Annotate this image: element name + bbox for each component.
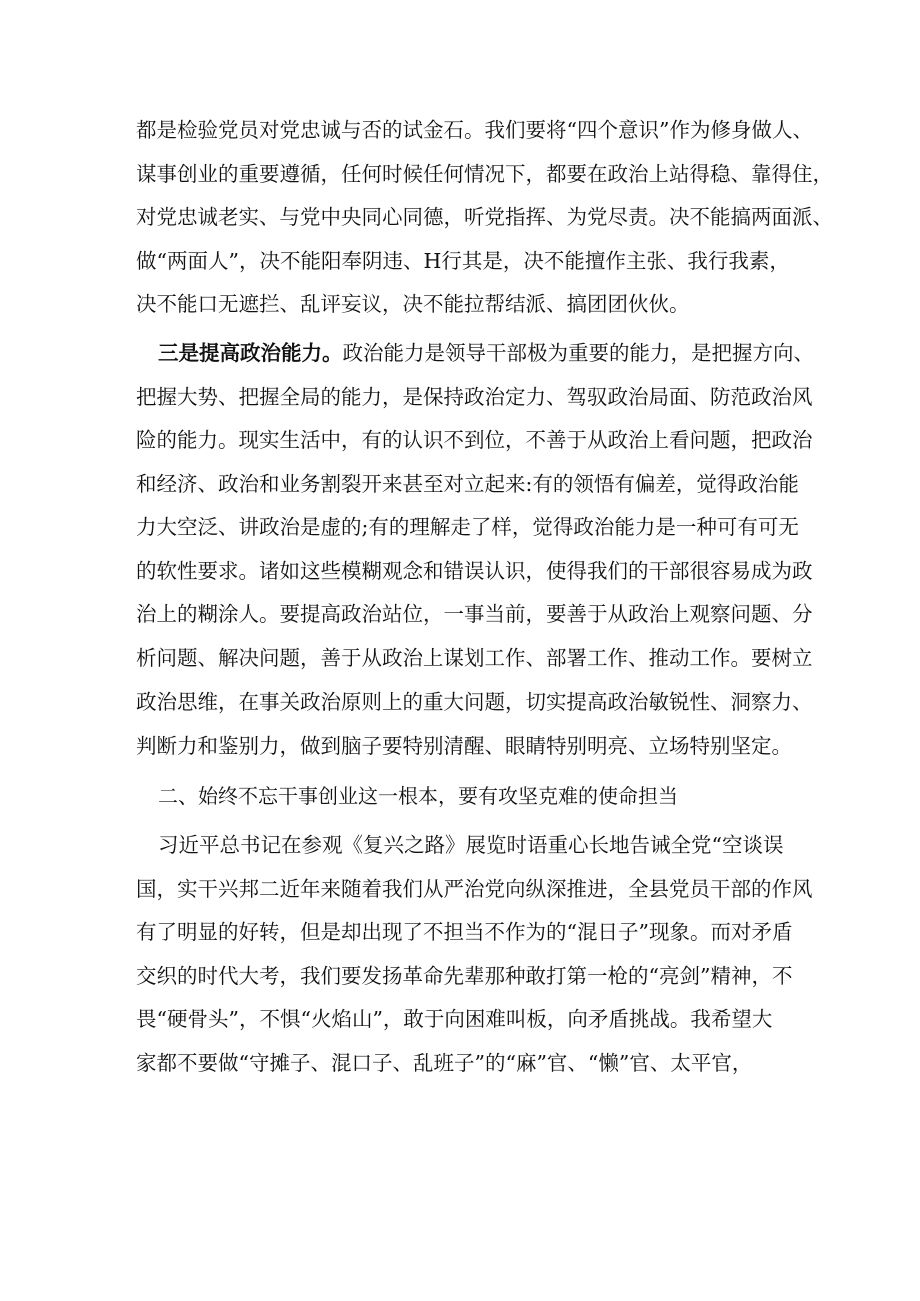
paragraph-line: 都是检验党员对党忠诚与否的试金石。我们要将“四个意识”作为修身做人、 <box>136 118 813 142</box>
paragraph-line: 判断力和鉴别力，做到脑子要特别清醒、眼睛特别明亮、立场特别坚定。 <box>136 734 792 758</box>
paragraph-line: 对党忠诚老实、与党中央同心同德，听党指挥、为党尽责。决不能搞两面派、 <box>136 205 833 229</box>
paragraph-line: 有了明显的好转，但是却出现了不担当不作为的“混日子”现象。而对矛盾 <box>136 920 793 944</box>
paragraph-line: 畏“硬骨头”，不惧“火焰山”，敢于向困难叫板，向矛盾挑战。我希望大 <box>136 1007 773 1031</box>
paragraph-line: 政治思维，在事关政治原则上的重大问题，切实提高政治敏锐性、洞察力、 <box>136 690 813 714</box>
paragraph-first-line <box>158 339 814 367</box>
section-heading: 二、始终不忘干事创业这一根本，要有攻坚克难的使命担当 <box>158 784 678 808</box>
paragraph-line: 力大空泛、讲政治是虚的;有的理解走了样，觉得政治能力是一种可有可无 <box>136 515 799 539</box>
paragraph-line: 和经济、政治和业务割裂开来甚至对立起来:有的领悟有偏差，觉得政治能 <box>136 472 799 496</box>
paragraph-line: 治上的糊涂人。要提高政治站位，一事当前，要善于从政治上观察问题、分 <box>136 602 813 626</box>
paragraph-line: 交织的时代大考，我们要发扬革命先辈那种敢打第一枪的“亮剑”精神，不 <box>136 964 793 988</box>
paragraph-line: 家都不要做“守摊子、混口子、乱班子”的“麻”官、“懒”官、太平官， <box>136 1051 753 1075</box>
paragraph-line: 析问题、解决问题，善于从政治上谋划工作、部署工作、推动工作。要树立 <box>136 646 813 670</box>
paragraph-line: 习近平总书记在参观《复兴之路》展览时语重心长地告诫全党“空谈误 <box>158 833 784 857</box>
paragraph-line: 的软性要求。诸如这些模糊观念和错误认识，使得我们的干部很容易成为政 <box>136 559 813 583</box>
paragraph-text: 政治能力是领导干部极为重要的能力，是把握方向、 <box>342 341 814 365</box>
paragraph-line: 做“两面人”，决不能阳奉阴违、H行其是，决不能擅作主张、我行我素， <box>136 249 790 273</box>
paragraph-lead: 三是提高政治能力。 <box>158 341 343 365</box>
paragraph-line: 国，实干兴邦二近年来随着我们从严治党向纵深推进，全县党员干部的作风 <box>136 877 813 901</box>
paragraph-line: 把握大势、把握全局的能力，是保持政治定力、驾驭政治局面、防范政治风 <box>136 385 813 409</box>
paragraph-line: 谋事创业的重要遵循，任何时候任何情况下，都要在政治上站得稳、靠得住， <box>136 162 833 186</box>
paragraph-line: 决不能口无遮拦、乱评妄议，决不能拉帮结派、搞团团伙伙。 <box>136 292 690 316</box>
paragraph-line: 险的能力。现实生活中，有的认识不到位，不善于从政治上看问题，把政治 <box>136 428 813 452</box>
